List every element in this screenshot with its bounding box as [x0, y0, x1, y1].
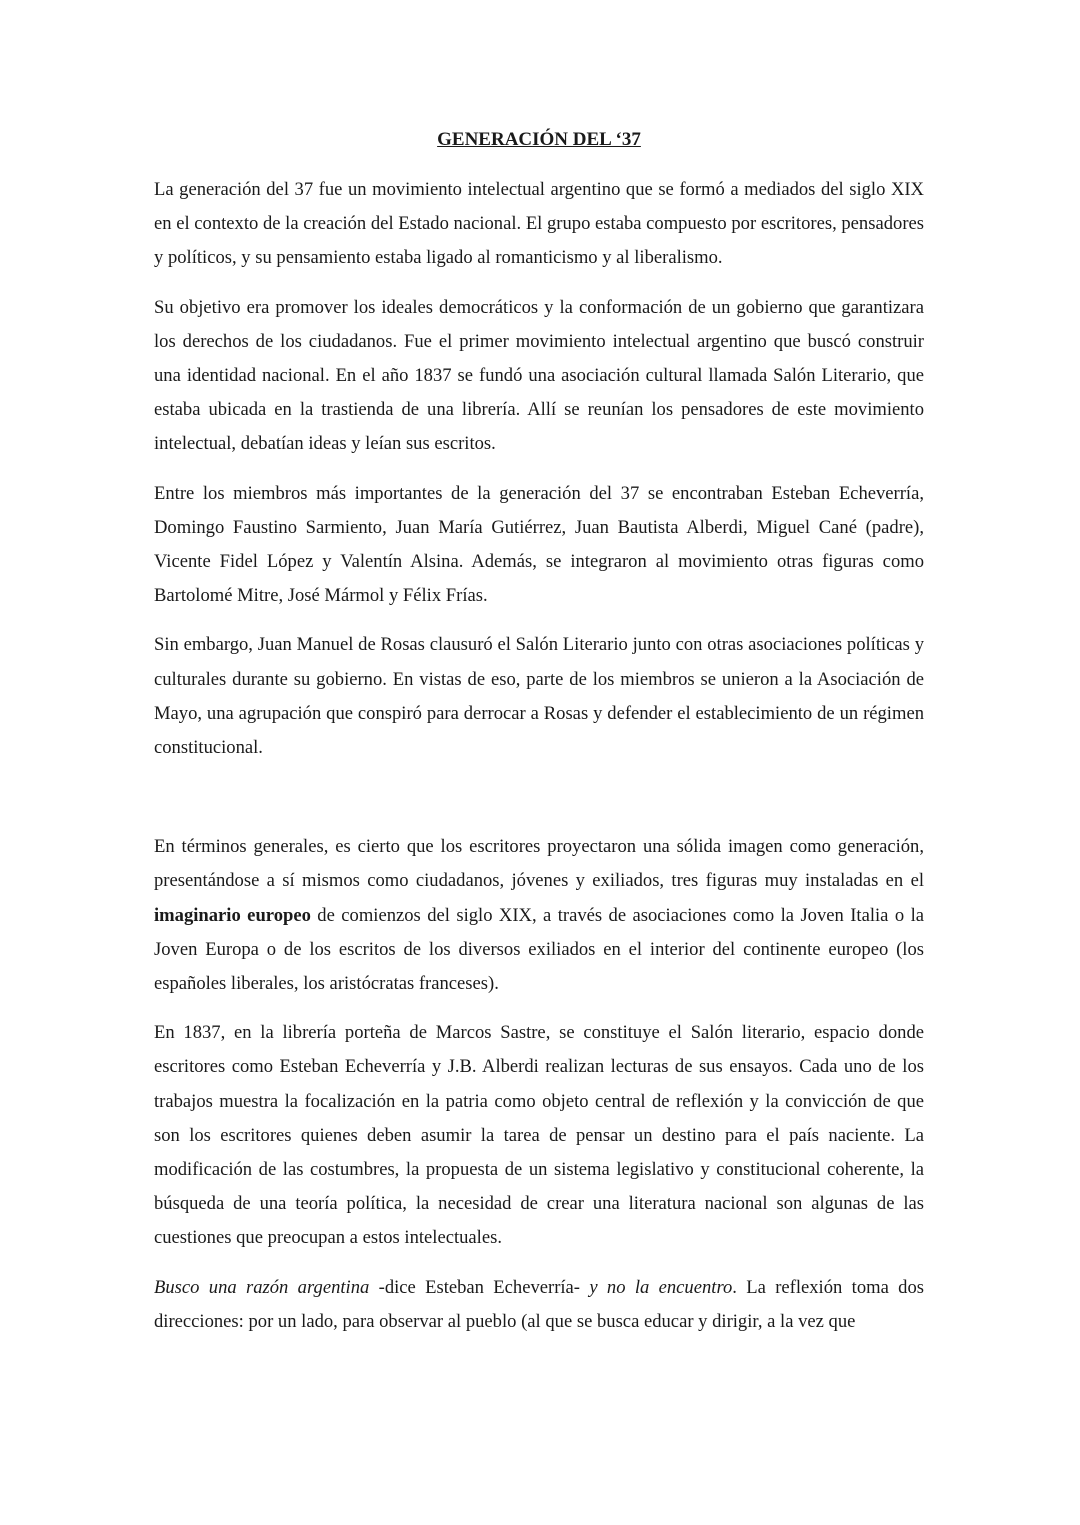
document-page	[154, 126, 924, 1354]
paragraph-salon-literario: En 1837, en la librería porteña de Marcos Sastre, se constituye el Salón literario, espacio donde escritores como Esteban Echeverría y J.B. Alberdi realizan lecturas de sus ensayos. Cada uno de los trabajos muestra la focalización en la patria como objeto central de reflexión y la convicción de que son los escritores quienes deben asumir la tarea de pensar un destino para el país naciente. La modificación de las costumbres, la propuesta de un sistema legislativo y constitucional coherente, la búsqueda de una teoría política, la necesidad de crear una literatura nacional son algunas de las cuestiones que preocupan a estos intelectuales.	[154, 1022, 924, 1249]
paragraph-generation-image-text-a: En términos generales, es cierto que los escritores proyectaron una sólida imagen como generación, presentándose a sí mismos como ciudadanos, jóvenes y exiliados, tres figuras muy instaladas en el	[154, 836, 924, 892]
paragraph-echeverria-quote	[154, 1271, 924, 1339]
italic-quote-b: y no la encuentro	[589, 1276, 733, 1298]
paragraph-generation-image	[154, 830, 924, 1001]
quote-attribution: -dice Esteban Echeverría-	[369, 1276, 590, 1298]
paragraph-definition: La generación del 37 fue un movimiento intelectual argentino que se formó a mediados del siglo XIX en el contexto de la creación del Estado nacional. El grupo estaba compuesto por escritores, pensadores y políticos, y su pensamiento estaba ligado al romanticismo y al liberalismo.	[154, 179, 924, 269]
paragraph-echeverria-text: . La reflexión toma dos direcciones: por un lado, para observar al pueblo (al que se busca educar y dirigir, a la vez que	[154, 1276, 924, 1332]
paragraph-objective: Su objetivo era promover los ideales democráticos y la conformación de un gobierno que garantizara los derechos de los ciudadanos. Fue el primer movimiento intelectual argentino que buscó construir una identidad nacional. En el año 1837 se fundó una asociación cultural llamada Salón Literario, que estaba ubicada en la trastienda de una librería. Allí se reunían los pensadores de este movimiento intelectual, debatían ideas y leían sus escritos.	[154, 296, 924, 455]
bold-phrase: imaginario europeo	[154, 904, 311, 926]
paragraph-rosas: Sin embargo, Juan Manuel de Rosas clausuró el Salón Literario junto con otras asociaciones políticas y culturales durante su gobierno. En vistas de eso, parte de los miembros se unieron a la Asociación de Mayo, una agrupación que conspiró para derrocar a Rosas y defender el establecimiento de un régimen constitucional.	[154, 634, 924, 759]
paragraph-generation-image-text-b: de comienzos del siglo XIX, a través de asociaciones como la Joven Italia o la Joven Europa o de los escritos de los diversos exiliados en el interior del continente europeo (los españoles liberales, los aristócratas franceses).	[154, 904, 924, 995]
section-spacer	[154, 780, 924, 830]
italic-quote-a: Busco una razón argentina	[154, 1276, 370, 1298]
document-title: GENERACIÓN DEL ‘37	[437, 129, 641, 150]
paragraph-members: Entre los miembros más importantes de la generación del 37 se encontraban Esteban Echeverría, Domingo Faustino Sarmiento, Juan María Gutiérrez, Juan Bautista Alberdi, Miguel Cané (padre), Vicente Fidel López y Valentín Alsina. Además, se integraron al movimiento otras figuras como Bartolomé Mitre, José Mármol y Félix Frías.	[154, 482, 924, 607]
